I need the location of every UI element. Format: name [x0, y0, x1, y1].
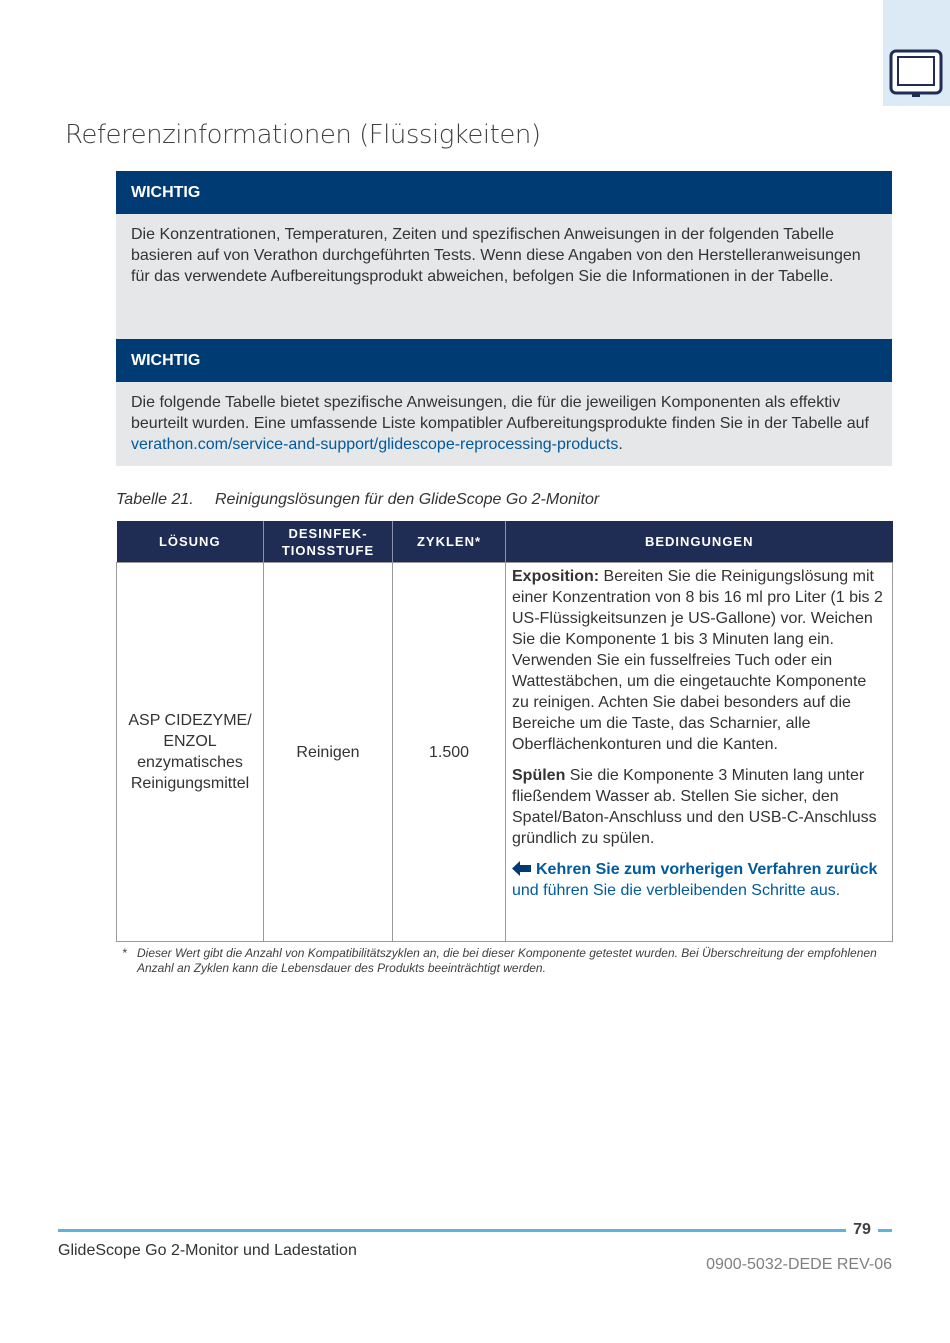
- chapter-tab: [883, 0, 950, 106]
- page-title: Referenzinformationen (Flüssigkeiten): [65, 120, 541, 150]
- notice-text: Die folgende Tabelle bietet spezifische Anweisungen, die für die jeweiligen Komponenten als effektiv beurteilt wurden. Eine umfassende Liste kompatibler Aufbereitungsprodukte finden Sie in der Tabelle auf: [131, 394, 869, 432]
- page-number: 79: [853, 1221, 871, 1238]
- header-desinfektionsstufe: DESINFEK- TIONSSTUFE: [264, 521, 393, 563]
- footer-product-name: GlideScope Go 2-Monitor und Ladestation: [58, 1242, 357, 1259]
- table-title: Reinigungslösungen für den GlideScope Go 2-Monitor: [215, 491, 600, 508]
- footnote-text: Dieser Wert gibt die Anzahl von Kompatibilitätszyklen an, die bei dieser Komponente getestet wurden. Bei Überschreitung der empfohlenen Anzahl an Zyklen kann die Lebensdauer des Produkts beeinträchtigt werden.: [137, 946, 877, 975]
- table-caption: [116, 491, 599, 509]
- header-zyklen: ZYKLEN*: [393, 521, 506, 563]
- important-notice-2: [116, 339, 892, 466]
- footnote-marker: *: [122, 946, 127, 960]
- footer-rule: [58, 1229, 846, 1232]
- footer-rule-end: [878, 1229, 892, 1232]
- cell-bedingungen: [506, 563, 893, 942]
- header-bedingungen: BEDINGUNGEN: [506, 521, 893, 563]
- notice-heading: WICHTIG: [116, 171, 892, 214]
- header-loesung: LÖSUNG: [117, 521, 264, 563]
- cell-desinfektionsstufe: Reinigen: [264, 563, 393, 942]
- table-footnote: [122, 946, 882, 976]
- table-header-row: [117, 521, 893, 563]
- footer-document-id: 0900-5032-DEDE REV-06: [706, 1256, 892, 1273]
- notice-body: Die Konzentrationen, Temperaturen, Zeiten und spezifischen Anweisungen in der folgenden Tabelle basieren auf von Verathon durchgeführten Tests. Wenn diese Angaben von den Herstelleranweisungen für das verwendete Aufbereitungsprodukt abweichen, befolgen Sie die Informationen in der Tabelle.: [116, 214, 892, 362]
- exposition-paragraph: Exposition: Bereiten Sie die Reinigungslösung mit einer Konzentration von 8 bis 16 ml pro Liter (1 bis 2 US-Flüssigkeitsunzen je US-Gallone) vor. Weichen Sie die Komponente 1 bis 3 Minuten lang ein. Verwenden Sie ein fusselfreies Tuch oder ein Wattestäbchen, um die eingetauchte Komponente zu reinigen. Achten Sie dabei besonders auf die Bereiche um die Taste, das Scharnier, alle Oberflächenkonturen und die Kanten.: [512, 568, 883, 753]
- table-row: [117, 563, 893, 942]
- cell-zyklen: 1.500: [393, 563, 506, 942]
- monitor-icon: [889, 49, 943, 99]
- return-to-procedure-link[interactable]: Kehren Sie zum vorherigen Verfahren zurück und führen Sie die verbleibenden Schritte aus.: [512, 861, 878, 899]
- important-notice-1: [116, 171, 892, 362]
- arrow-left-icon: [512, 861, 532, 876]
- notice-body: [116, 382, 892, 466]
- spuelen-paragraph: Spülen Sie die Komponente 3 Minuten lang unter fließendem Wasser ab. Stellen Sie sicher, den Spatel/Baton-Anschluss und den USB-C-Anschluss gründlich zu spülen.: [512, 767, 877, 847]
- cell-loesung: ASP CIDEZYME/ ENZOL enzymatisches Reinigungsmittel: [117, 563, 264, 942]
- cleaning-solutions-table: [116, 521, 893, 942]
- notice-text-end: .: [618, 436, 623, 453]
- notice-heading: WICHTIG: [116, 339, 892, 382]
- table-number: Tabelle 21.: [116, 491, 194, 508]
- reprocessing-products-link[interactable]: verathon.com/service-and-support/glidescope-reprocessing-products: [131, 436, 619, 453]
